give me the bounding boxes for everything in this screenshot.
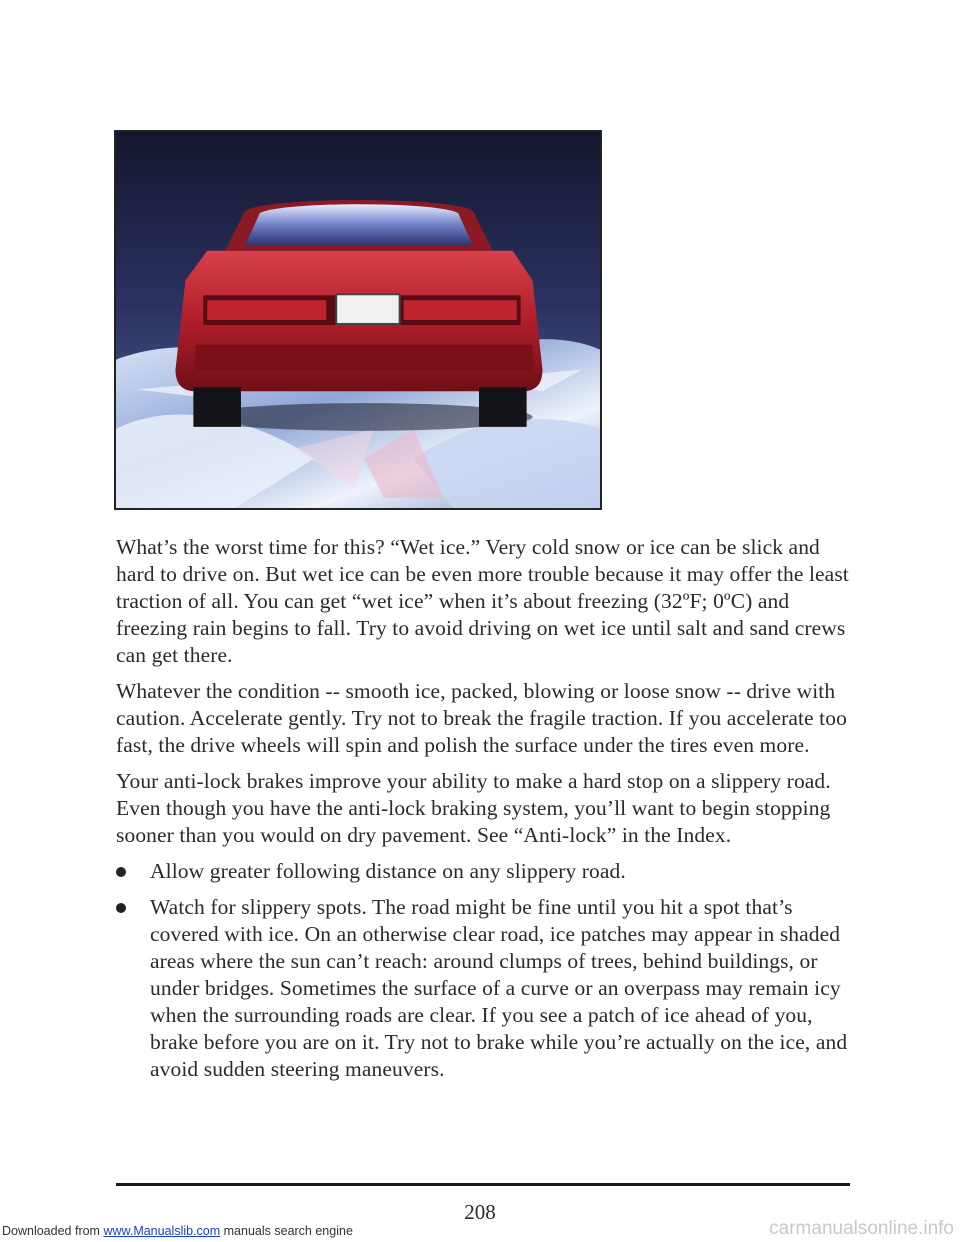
body-text xyxy=(116,534,856,1092)
manualslib-link[interactable]: www.Manualslib.com xyxy=(103,1224,221,1238)
bullet-icon xyxy=(116,867,126,877)
paragraph-wet-ice: What’s the worst time for this? “Wet ice.” Very cold snow or ice can be slick and hard to drive on. But wet ice can be even more trouble because it may offer the least traction of all. You can get “wet ice” when it’s about freezing (32ºF; 0ºC) and freezing rain begins to fall. Try to avoid driving on wet ice until salt and sand crews can get there. xyxy=(116,535,849,667)
download-prefix: Downloaded from xyxy=(2,1224,104,1238)
list-item-text: Allow greater following distance on any slippery road. xyxy=(150,859,626,883)
download-notice xyxy=(2,1224,353,1238)
list-item-text: Watch for slippery spots. The road might be fine until you hit a spot that’s covered with ice. On an otherwise clear road, ice patches may appear in shaded areas where the sun can’t reach: around clumps of trees, behind buildings, or under bridges. Sometimes the surface of a curve or an overpass may remain icy when the surrounding roads are clear. If you see a patch of ice ahead of you, brake before you are on it. Try not to brake while you’re actually on the ice, and avoid sudden steering maneuvers. xyxy=(150,895,848,1081)
paragraph-anti-lock: Your anti-lock brakes improve your ability to make a hard stop on a slippery road. Even though you have the anti-lock braking system, you’ll want to begin stopping sooner than you would on dry pavement. See “Anti-lock” in the Index. xyxy=(116,769,831,847)
bullet-icon xyxy=(116,903,126,913)
watermark: carmanualsonline.info xyxy=(769,1218,954,1239)
tips-list xyxy=(116,858,856,1083)
paragraph-conditions: Whatever the condition -- smooth ice, packed, blowing or loose snow -- drive with caution. Accelerate gently. Try not to break the fragile traction. If you accelerate too fast, the drive wheels will spin and polish the surface under the tires even more. xyxy=(116,679,847,757)
list-item xyxy=(116,894,856,1083)
download-suffix: manuals search engine xyxy=(220,1224,353,1238)
car-on-ice-photo xyxy=(114,130,602,510)
list-item xyxy=(116,858,856,885)
car-illustration xyxy=(116,132,600,508)
footer-rule xyxy=(116,1183,850,1186)
page-number: 208 xyxy=(464,1200,496,1224)
